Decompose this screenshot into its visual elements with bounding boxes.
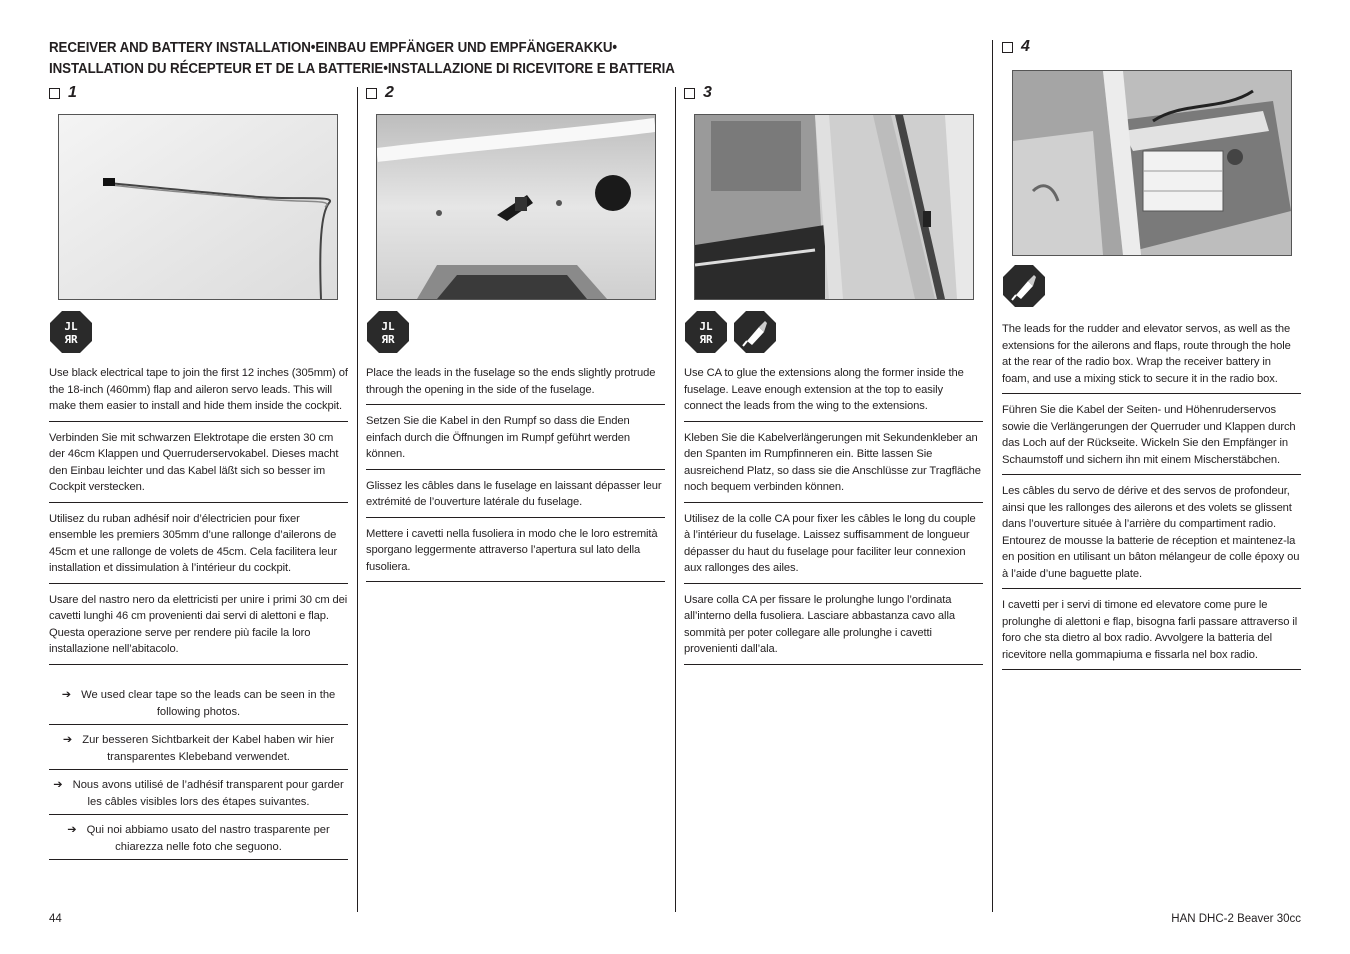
svg-text:JL: JL	[699, 320, 713, 333]
step-number: 4	[1021, 38, 1030, 55]
arrow-right-icon: ➔	[53, 779, 63, 791]
step-4-instructions	[1002, 318, 1301, 675]
note-it: ➔ Qui noi abbiamo usato del nastro trasparente per chiarezza nelle foto che seguono.	[49, 818, 348, 860]
step-4-header	[1002, 38, 1030, 56]
instruction-de: Führen Sie die Kabel der Seiten- und Höhenruderservos sowie die Verlängerungen der Querruder und Klappen durch das Loch auf der Rückseite. Wickeln Sie den Empfänger in Schaumstoff und sichern ihn mit einem Mischerstäbchen.	[1002, 399, 1301, 475]
step-2-header	[366, 84, 394, 102]
step-number: 3	[703, 84, 712, 101]
step-1-instructions	[49, 362, 348, 670]
pliers-badge-icon	[366, 310, 410, 354]
instruction-de: Verbinden Sie mit schwarzen Elektrotape die ersten 30 cm der 46cm Klappen und Querruderservokabel. Dieses macht den Einbau leichter und das Kabel läßt sich so besser im Cockpit verstecken.	[49, 427, 348, 503]
arrow-right-icon: ➔	[67, 824, 77, 836]
page-title-line-1: RECEIVER AND BATTERY INSTALLATION•EINBAU EMPFÄNGER UND EMPFÄNGERAKKU•	[49, 40, 617, 56]
note-fr: ➔ Nous avons utilisé de l’adhésif transparent pour garder les câbles visibles lors des étapes suivantes.	[49, 773, 348, 815]
page-title-line-2: INSTALLATION DU RÉCEPTEUR ET DE LA BATTERIE•INSTALLAZIONE DI RICEVITORE E BATTERIA	[49, 61, 675, 77]
checkbox-icon[interactable]	[1002, 42, 1013, 53]
step-2-photo	[376, 114, 656, 300]
instruction-fr: Les câbles du servo de dérive et des servos de profondeur, ainsi que les rallonges des ailerons et des volets se glissent dans l’ouverture située à l’arrière du compartiment radio. Entourez de mousse la batterie de réception et maintenez-la en position en utilisant un bâton mélangeur de colle époxy ou à l’aide d’une baguette plate.	[1002, 480, 1301, 589]
pliers-badge-icon	[684, 310, 728, 354]
instruction-it: Mettere i cavetti nella fusoliera in modo che le loro estremità sporgano leggermente attraverso l’apertura sul lato della fusoliera.	[366, 523, 665, 583]
step-number: 1	[68, 84, 77, 101]
instruction-en: Place the leads in the fuselage so the ends slightly protrude through the opening in the side of the fuselage.	[366, 362, 665, 405]
step-2-instructions	[366, 362, 665, 587]
step-1-notes	[49, 683, 348, 863]
column-divider	[992, 40, 993, 912]
instruction-en: Use black electrical tape to join the first 12 inches (305mm) of the 18-inch (460mm) flap and aileron servo leads. This will make them easier to install and hide them inside the cockpit.	[49, 362, 348, 422]
instruction-fr: Utilisez du ruban adhésif noir d’électricien pour fixer ensemble les premiers 305mm d’une rallonge d’ailerons de 45cm et une rallonge de volets de 45cm. Cela facilitera leur installation et dissimulation à l’intérieur du cockpit.	[49, 508, 348, 584]
page-number: 44	[49, 913, 62, 925]
instruction-de: Setzen Sie die Kabel in den Rumpf so dass die Enden einfach durch die Öffnungen im Rumpf geführt werden können.	[366, 410, 665, 470]
note-en: ➔ We used clear tape so the leads can be seen in the following photos.	[49, 683, 348, 725]
manual-title: HAN DHC-2 Beaver 30cc	[1171, 913, 1301, 925]
svg-text:JL: JL	[64, 320, 78, 333]
instruction-it: I cavetti per i servi di timone ed elevatore come pure le prolunghe di alettoni e flap, bisogna farli passare attraverso il foro che sta dietro al box radio. Avvolgere la batteria del ricevitore nella gommapiuma e fissarla nel box radio.	[1002, 594, 1301, 670]
column-divider	[357, 87, 358, 912]
glue-bottle-icon	[1002, 264, 1046, 308]
step-1-photo	[58, 114, 338, 300]
instruction-en: Use CA to glue the extensions along the former inside the fuselage. Leave enough extension at the top to easily connect the leads from the wing to the extensions.	[684, 362, 983, 422]
arrow-right-icon: ➔	[61, 689, 72, 701]
instruction-fr: Glissez les câbles dans le fuselage en laissant dépasser leur extrémité de l’ouverture latérale du fuselage.	[366, 475, 665, 518]
instruction-fr: Utilisez de la colle CA pour fixer les câbles le long du couple à l’intérieur du fuselage. Laissez suffisamment de longueur dépasser du haut du fuselage pour faciliter leur connexion aux rallonges des ailes.	[684, 508, 983, 584]
glue-bottle-icon	[733, 310, 777, 354]
checkbox-icon[interactable]	[49, 88, 60, 99]
checkbox-icon[interactable]	[366, 88, 377, 99]
instruction-it: Usare colla CA per fissare le prolunghe lungo l’ordinata all’interno della fusoliera. Lasciare abbastanza cavo alla sommità per poter collegare alle prolunghe i cavetti provenienti dall’ala.	[684, 589, 983, 665]
svg-text:JL: JL	[381, 320, 395, 333]
svg-text:ЯR: ЯR	[64, 333, 78, 346]
step-1-header	[49, 84, 77, 102]
checkbox-icon[interactable]	[684, 88, 695, 99]
svg-text:ЯR: ЯR	[381, 333, 395, 346]
step-4-photo	[1012, 70, 1292, 256]
pliers-badge-icon	[49, 310, 93, 354]
step-3-instructions	[684, 362, 983, 670]
instruction-de: Kleben Sie die Kabelverlängerungen mit Sekundenkleber an den Spanten im Rumpfinneren ein. Bitte lassen Sie ausreichend Platz, so dass sie die Anschlüsse zur Tragfläche noch bequem verbinden können.	[684, 427, 983, 503]
instruction-en: The leads for the rudder and elevator servos, as well as the extensions for the ailerons and flaps, route through the hole at the rear of the radio box. Wrap the receiver battery in foam, and use a mixing stick to secure it in the radio box.	[1002, 318, 1301, 394]
arrow-right-icon: ➔	[62, 734, 73, 746]
note-de: ➔ Zur besseren Sichtbarkeit der Kabel haben wir hier transparentes Klebeband verwendet.	[49, 728, 348, 770]
step-number: 2	[385, 84, 394, 101]
step-3-photo	[694, 114, 974, 300]
instruction-it: Usare del nastro nero da elettricisti per unire i primi 30 cm dei cavetti lunghi 46 cm provenienti dai servi di alettoni e flap. Questa operazione serve per rendere più facile la loro installazione nell’abitacolo.	[49, 589, 348, 665]
svg-text:ЯR: ЯR	[699, 333, 713, 346]
column-divider	[675, 87, 676, 912]
page-title	[49, 38, 877, 80]
step-3-header	[684, 84, 712, 102]
